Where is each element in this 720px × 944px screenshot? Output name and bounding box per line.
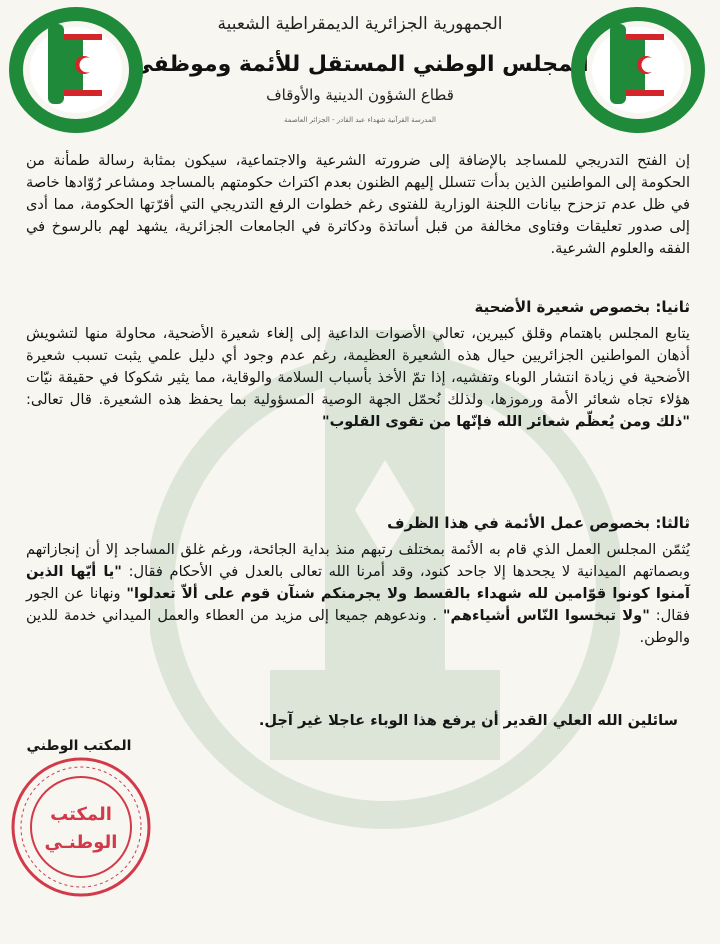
address-line: المدرسة القرآنية شهداء عبد القادر - الجزائر العاصمة: [284, 116, 436, 124]
council-name: المجلس الوطني المستقل للأئمة وموظفي: [131, 52, 589, 77]
council-logo-right-icon: [570, 6, 706, 134]
paragraph-imams-text-a: يُثمّن المجلس العمل الذي قام به الأئمة بمختلف رتبهم منذ بداية الجائحة، ورغم غلق المساجد إلا أن إنجازاتهم وبصماتهم الميدانية لا يجحدها إلا جاحد كنود، وقد أمرنا الله تعالى بالعدل في الأحكام فقال:: [26, 541, 690, 580]
stamp-line-1: المكتب: [50, 804, 112, 825]
paragraph-imams-text-c: . وندعوهم جميعا إلى مزيد من العطاء والعمل الميداني خدمة للدين والوطن.: [26, 607, 690, 646]
official-stamp-icon: [6, 752, 156, 902]
paragraph-opening: إن الفتح التدريجي للمساجد بالإضافة إلى ضرورته الشرعية والاجتماعية، سيكون بمثابة رسالة طمأنة من الحكومة إلى المواطنين الذين بدأت تتسلل إليهم الظنون بعدم اكتراث حكومتهم بالمساجد ومشاعر رُوّادها خاصة في ظل عدم تزحزح بيانات اللجنة الوزارية للفتوى رغم خطوات الرفع التدريجي التي أقرّتها الحكومة، مما أدى إلى صدور تعليقات وفتاوى مخالفة من قبل أساتذة ودكاترة في الجامعات الجزائرية، يشهد لهم بالرسوخ في الفقه والعلوم الشرعية.: [26, 152, 690, 257]
closing-prayer: سائلين الله العلي القدير أن يرفع هذا الوباء عاجلا غير آجل.: [258, 712, 678, 729]
quran-quote-fairness: "ولا تبخسوا النّاس أشياءهم": [442, 607, 650, 624]
paragraph-sacrifice-text: يتابع المجلس باهتمام وقلق كبيرين، تعالي الأصوات الداعية إلى إلغاء شعيرة الأضحية، محاولة منها لتشويش أذهان المواطنين الجزائريين حيال هذه الشعيرة العظيمة، رغم عدم وجود أي دليل علمي يثبت تسبب شعيرة الأضحية في زيادة انتشار الوباء وتفشيه، إذا تمّ الأخذ بأسباب السلامة والوقاية، مما يثير شكوكا في حقيقة نيّات هؤلاء تجاه شعائر الأمة ورموزها، ولذلك نُحمّل الجهة الوصية المسؤولية بما يحفظ هذه الشعيرة. قال تعالى:: [26, 325, 690, 408]
quran-quote-sacrifice: "ذلك ومن يُعظّم شعائر الله فإنّها من تقوى القلوب": [321, 413, 690, 430]
letterhead: [0, 0, 720, 138]
section-heading-sacrifice: ثانيا: بخصوص شعيرة الأضحية: [474, 298, 690, 316]
republic-title: الجمهورية الجزائرية الديمقراطية الشعبية: [217, 14, 503, 34]
section-heading-imams: ثالثا: بخصوص عمل الأئمة في هذا الظرف: [387, 514, 690, 532]
paragraph-sacrifice: [26, 323, 690, 433]
quran-quote-justice: "يا أيّها الذين آمنوا كونوا قوّامين لله شهداء بالقسط ولا يجرمنكم شنآن قوم على ألاّ تعدلوا": [26, 563, 690, 602]
sector-name: قطاع الشؤون الدينية والأوقاف: [266, 86, 454, 104]
council-logo-left-icon: [8, 6, 144, 134]
stamp-line-2: الوطنـي: [44, 832, 118, 853]
paragraph-imams: [26, 539, 690, 649]
paragraph-imams-text-b: ونهانا عن الجور فقال:: [26, 585, 691, 624]
signature-label: المكتب الوطني: [26, 738, 132, 754]
